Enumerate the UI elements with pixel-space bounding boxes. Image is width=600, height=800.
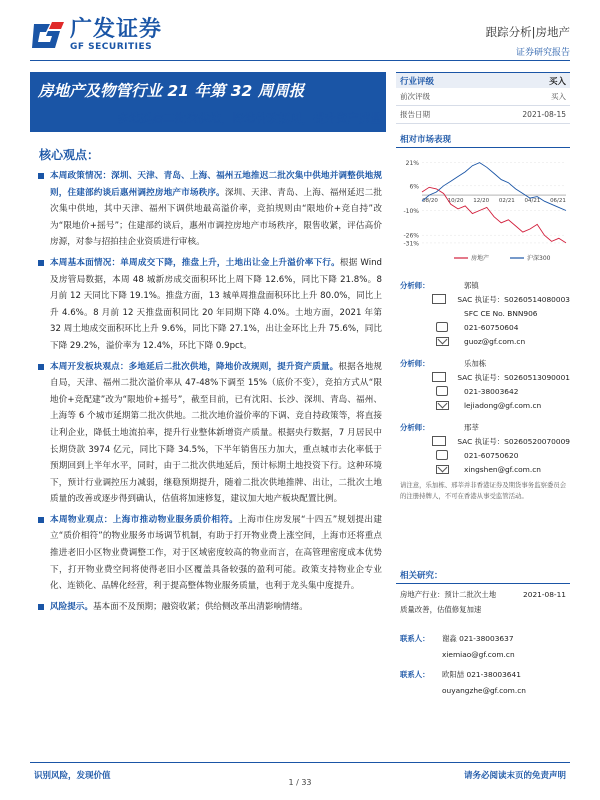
report-date-value: 2021-08-15 xyxy=(522,110,566,119)
x-tick-label: 06/21 xyxy=(550,198,566,205)
analyst-role: 分析师： xyxy=(400,422,430,432)
analyst-phone: 021-60750604 xyxy=(464,322,519,332)
bullet-fundamentals xyxy=(36,255,382,355)
rating-header xyxy=(396,72,570,88)
x-tick-label: 04/21 xyxy=(524,198,541,205)
analyst-row xyxy=(396,356,570,370)
series-line-1 xyxy=(422,163,566,211)
analyst-email[interactable]: xingshen@gf.com.cn xyxy=(464,464,541,474)
bullet-heading: 本周物业观点：上海市推动物业服务质价相符。 xyxy=(50,514,239,525)
legend-label: 沪深300 xyxy=(527,255,551,262)
bullet-heading: 本周开发板块观点：多地延后二批次供地，降地价改规则，提升资产质量。 xyxy=(50,361,339,372)
analyst-role: 分析师： xyxy=(400,358,430,368)
analyst-phone: 021-38003642 xyxy=(464,386,519,396)
contact-block xyxy=(396,630,570,698)
prev-rating-row xyxy=(396,88,570,106)
y-tick-label: -31% xyxy=(403,240,419,248)
x-tick-label: 10/20 xyxy=(447,198,464,205)
analyst-cert: SAC 执证号：S0260520070009 xyxy=(457,436,570,446)
analyst-email[interactable]: guoz@gf.com.cn xyxy=(464,336,526,346)
y-tick-label: 6% xyxy=(409,183,419,191)
related-item-title[interactable]: 房地产行业：预计二批次土地 xyxy=(400,590,497,599)
id-card-icon xyxy=(432,294,446,304)
analyst-name: 乐加栋 xyxy=(464,358,487,368)
contact-email[interactable]: ouyangzhe@gf.com.cn xyxy=(442,685,526,695)
rating-value: 买入 xyxy=(548,76,566,87)
email-icon xyxy=(436,337,449,346)
footer-slogan: 识别风险，发现价值 xyxy=(34,771,111,781)
legend-label: 房地产 xyxy=(471,255,490,262)
page-number: 1 / 33 xyxy=(288,778,312,787)
report-title: 房地产及物管行业 21 年第 32 周周报 xyxy=(38,82,305,100)
gf-logo-icon xyxy=(30,18,66,52)
analyst-block xyxy=(396,278,570,502)
bullet-body: 基本面不及预期；融资收紧；供给侧改革出清影响情绪。 xyxy=(92,601,308,612)
bullet-body: 上海市住房发展“十四五”规划提出建立“质价相符”的物业服务市场调节机制，有助于打开物业费上涨空间，上海市还将重点推进老旧小区物业费调整工作，对于区域密度较高的物业而言，在高管理密度成本优势下，打开物业费空间将使得老旧小区覆盖具备较强的盈利可能。政策支持物业企专业化、连锁化、品牌化经营，利于提高整体物业服务质量，也利于龙头集中度提升。 xyxy=(50,514,382,592)
series-line-0 xyxy=(422,187,566,243)
x-tick-label: 08/20 xyxy=(422,198,438,205)
contact-name-phone: 欧阳喆 021-38003641 xyxy=(442,669,521,679)
phone-icon xyxy=(436,386,448,396)
core-views-list xyxy=(36,168,382,619)
core-views-heading: 核心观点： xyxy=(39,148,100,162)
contact-role: 联系人： xyxy=(400,669,430,679)
analyst-name: 郭镇 xyxy=(464,280,479,290)
report-date-row xyxy=(396,106,570,124)
id-card-icon xyxy=(432,436,446,446)
prev-rating-label: 前次评级 xyxy=(400,92,430,101)
related-title: 相关研究： xyxy=(396,568,570,584)
id-card-icon xyxy=(432,372,446,382)
bullet-risk xyxy=(36,599,382,616)
bullet-body: 深圳、天津、青岛、上海、福州延迟二批次集中供地，其中天津、福州下调供地最高溢价率，竞拍规则由“限地价+竞自持”改为“限地价+摇号”；住建部约谈后，惠州市调控房地产市场秩序，限售收紧，评估高价房源，对参与招拍挂企业资质进行审核。 xyxy=(50,187,382,248)
phone-icon xyxy=(436,322,448,332)
sidebar xyxy=(396,72,570,502)
bullet-body: 根据各地规自局，天津、福州二批次溢价率从 47-48%下调至 15%（底价不变），竞拍方式从“限地价+竞配建”改为“限地价+摇号”，截至目前，已有沈阳、长沙、深圳、青岛、福州、上海等 6 个城市延期第二批次供地。二批次地价溢价率的下调、竞自持政策等，将直接让利企业，降低土地流拍率，提升行业整体新增资产质量。根据央行数据，7 月居民中长期贷款 3974 亿元，同比下降 34.5%，下半年销售压力加大，重点城市去化率低于预期回到上半年水平，同时，由于二批次供地延后，预计标期土地投资下行。这种环境下，预计行业调控压力减弱，继稳预期提升，随着二批次供地推牌、出让，二批次土地质量的改善或逐步得到确认，估值将加速修复，建议加大地产板块配置比例。 xyxy=(50,361,382,505)
y-tick-label: 21% xyxy=(405,160,419,168)
x-tick-label: 02/21 xyxy=(498,198,515,205)
bullet-heading: 风险提示。 xyxy=(50,601,93,612)
footer-disclaimer: 请务必阅读末页的免责声明 xyxy=(463,771,566,781)
prev-rating-value: 买入 xyxy=(551,92,566,101)
report-type: 跟踪分析|房地产 xyxy=(485,25,570,39)
analyst-email[interactable]: lejiadong@gf.com.cn xyxy=(464,400,542,410)
brand-logo xyxy=(30,18,162,52)
bullet-heading: 本周基本面情况：单周成交下降，推盘上升，土地出让金上升溢价率下行。 xyxy=(50,257,340,268)
analyst-role: 分析师： xyxy=(400,280,430,290)
chart-section-title: 相对市场表现 xyxy=(396,132,570,148)
brand-name-en: GF SECURITIES xyxy=(70,42,153,52)
email-icon xyxy=(436,465,449,474)
footer xyxy=(30,762,570,781)
y-tick-label: -26% xyxy=(403,232,419,240)
brand-name-cn: 广发证券 xyxy=(70,17,163,42)
bullet-development xyxy=(36,359,382,508)
report-category: 证券研究报告 xyxy=(515,48,570,58)
analyst-cert: SAC 执证号：S0260514080003 xyxy=(457,294,570,304)
analyst-sfc: SFC CE No. BNN906 xyxy=(464,308,538,318)
related-item-title-cont[interactable]: 质量改善，估值修复加速 xyxy=(400,605,482,614)
report-subtitle: 多地延后二批次供地，降地价改规则，提升资产质量 xyxy=(117,111,382,125)
analyst-name: 邢莘 xyxy=(464,422,479,432)
analyst-cert: SAC 执证号：S0260513090001 xyxy=(457,372,570,382)
relative-performance-chart xyxy=(396,150,570,270)
bullet-property-mgmt xyxy=(36,512,382,595)
analyst-row xyxy=(396,278,570,292)
y-tick-label: -10% xyxy=(403,207,419,215)
analyst-row xyxy=(396,420,570,434)
contact-role: 联系人： xyxy=(400,633,430,643)
bullet-body: 根据 Wind 及房管局数据，本周 48 城新房成交面积环比上周下降 12.6%，同比下降 21.8%。8 月前 12 天同比下降 19.1%。推盘方面，13 城单周推盘面积环比上升 80.0%，同比上升 4.6%。8 月前 12 天推盘面积同比 20 年同期下降 4.0%。土地方面，2021 年第 32 周土地成交面积环比上升 9.6%，同比下降 27.1%，出让金环比上升 75.6%，同比下降 29.2%，溢价率为 12.4%，环比下降 0.9pct。 xyxy=(50,257,382,351)
contact-name-phone: 谢淼 021-38003637 xyxy=(442,633,514,643)
related-item[interactable] xyxy=(396,588,570,602)
analyst-phone: 021-60750620 xyxy=(464,450,519,460)
related-research xyxy=(396,560,570,698)
report-header xyxy=(0,0,600,62)
phone-icon xyxy=(436,450,448,460)
related-item-date: 2021-08-11 xyxy=(523,590,566,599)
analyst-disclaimer: 请注意，乐加栋、邢莘并非香港证券及期货事务监察委员会的注册持牌人，不可在香港从事受监管活动。 xyxy=(400,481,567,500)
bullet-heading: 本周政策情况：深圳、天津、青岛、上海、福州五地推迟二批次集中供地并调整供地规则，住建部约谈后惠州调控房地产市场秩序。 xyxy=(50,171,382,198)
bullet-policy xyxy=(36,168,382,251)
report-date-label: 报告日期 xyxy=(400,110,430,119)
header-divider xyxy=(30,60,570,61)
rating-label: 行业评级 xyxy=(400,76,435,87)
x-tick-label: 12/20 xyxy=(473,198,490,205)
email-icon xyxy=(436,401,449,410)
contact-email[interactable]: xiemiao@gf.com.cn xyxy=(442,649,515,659)
